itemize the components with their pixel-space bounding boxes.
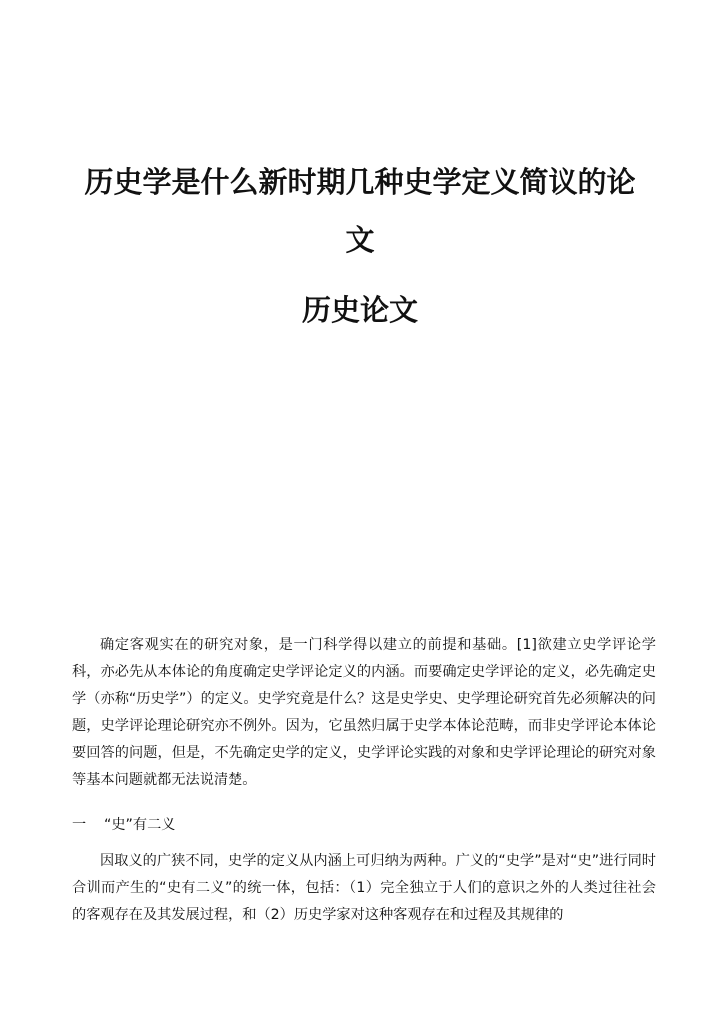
section-number: 一 bbox=[72, 817, 87, 833]
section-heading bbox=[72, 812, 175, 839]
paragraph-definition: 因取义的广狭不同，史学的定义从内涵上可归纳为两种。广义的“史学”是对“史”进行同时合训而产生的“史有二义”的统一体，包括：（1）完全独立于人们的意识之外的人类过往社会的客观存在及其发展过程，和（2）历史学家对这种客观存在和过程及其规律的 bbox=[72, 853, 656, 923]
document-title-line-2: 文 bbox=[345, 223, 375, 257]
document-title-line-1: 历史学是什么新时期几种史学定义简议的论 bbox=[84, 165, 636, 199]
document-subtitle: 历史论文 bbox=[301, 293, 418, 327]
paragraph-intro: 确定客观实在的研究对象，是一门科学得以建立的前提和基础。[1]欲建立史学评论学科，亦必先从本体论的角度确定史学评论定义的内涵。而要确定史学评论的定义，必先确定史学（亦称“历史学”）的定义。史学究竟是什么？这是史学史、史学理论研究首先必须解决的问题，史学评论理论研究亦不例外。因为，它虽然归属于史学本体论范畴，而非史学评论本体论要回答的问题，但是，不先确定史学的定义，史学评论实践的对象和史学评论理论的研究对象等基本问题就都无法说清楚。 bbox=[72, 637, 656, 788]
section-heading-text: “史”有二义 bbox=[104, 817, 176, 833]
